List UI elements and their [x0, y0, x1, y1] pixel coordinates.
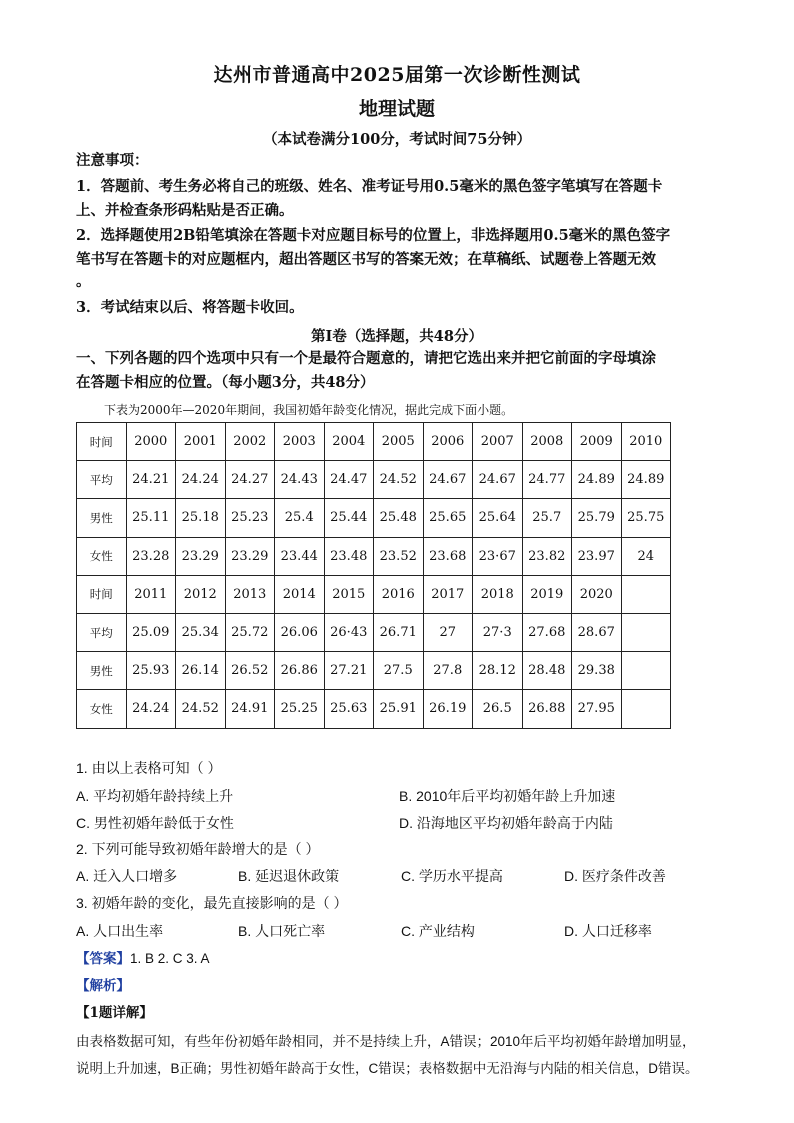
table-row — [77, 613, 671, 651]
subject-title: 地理试题 — [358, 98, 435, 120]
table-row — [77, 423, 671, 461]
table-cell: 2018 — [473, 575, 523, 613]
table-cell: 24.47 — [324, 461, 374, 499]
table-cell: 2003 — [275, 423, 325, 461]
table-cell: 24.52 — [176, 690, 226, 728]
marriage-age-table — [76, 422, 671, 729]
table-cell: 24.24 — [126, 690, 176, 728]
table-row — [77, 652, 671, 690]
table-cell: 28.67 — [572, 613, 622, 651]
table-cell — [621, 652, 671, 690]
table-cell: 24.43 — [275, 461, 325, 499]
row-label-cell: 男性 — [77, 499, 127, 537]
row-label-cell: 女性 — [77, 537, 127, 575]
note-line: 。 — [76, 273, 91, 290]
option-d: D. 沿海地区平均初婚年龄高于内陆 — [399, 815, 613, 831]
table-cell: 25.11 — [126, 499, 176, 537]
table-cell: 2012 — [176, 575, 226, 613]
table-cell: 24.52 — [374, 461, 424, 499]
option-d: D. 医疗条件改善 — [564, 868, 666, 884]
note-line: 1．答题前、考生务必将自己的班级、姓名、准考证号用0.5毫米的黑色签字笔填写在答题卡 — [76, 178, 663, 195]
answer-label: 【答案】 — [76, 951, 130, 967]
table-intro: 下表为2000年—2020年期间，我国初婚年龄变化情况，据此完成下面小题。 — [104, 403, 514, 417]
option-b: B. 延迟退休政策 — [238, 868, 340, 884]
table-cell: 27.5 — [374, 652, 424, 690]
table-cell: 26.5 — [473, 690, 523, 728]
detail-label: 【1题详解】 — [76, 1005, 153, 1021]
row-label-cell: 平均 — [77, 613, 127, 651]
table-cell: 2005 — [374, 423, 424, 461]
table-cell: 2000 — [126, 423, 176, 461]
table-cell: 27.68 — [522, 613, 572, 651]
table-cell: 24.27 — [225, 461, 275, 499]
table-cell: 24.24 — [176, 461, 226, 499]
table-cell: 23.44 — [275, 537, 325, 575]
table-cell: 26.88 — [522, 690, 572, 728]
table-cell: 24.91 — [225, 690, 275, 728]
section-instruction: 一、下列各题的四个选项中只有一个是最符合题意的，请把它选出来并把它前面的字母填涂 — [76, 350, 656, 367]
table-row — [77, 537, 671, 575]
option-b: B. 2010年后平均初婚年龄上升加速 — [399, 788, 616, 804]
table-cell: 23.82 — [522, 537, 572, 575]
table-row — [77, 690, 671, 728]
row-label-cell: 时间 — [77, 575, 127, 613]
table-cell — [621, 613, 671, 651]
answer-text: 1. B 2. C 3. A — [130, 951, 210, 966]
table-cell: 23.29 — [176, 537, 226, 575]
table-row — [77, 575, 671, 613]
table-cell: 2009 — [572, 423, 622, 461]
section-instruction: 在答题卡相应的位置。（每小题3分，共48分） — [76, 374, 375, 391]
table-cell: 25.25 — [275, 690, 325, 728]
detail-line: 由表格数据可知，有些年份初婚年龄相同，并不是持续上升，A错误；2010年后平均初婚年龄增加明显， — [76, 1034, 696, 1049]
option-c: C. 产业结构 — [401, 923, 475, 939]
table-cell: 25.79 — [572, 499, 622, 537]
table-cell: 28.12 — [473, 652, 523, 690]
table-row — [77, 461, 671, 499]
table-cell: 24.89 — [572, 461, 622, 499]
note-line: 上、并检查条形码粘贴是否正确。 — [76, 202, 294, 219]
table-cell: 26.71 — [374, 613, 424, 651]
table-cell: 23·67 — [473, 537, 523, 575]
table-cell: 2002 — [225, 423, 275, 461]
table-cell: 2008 — [522, 423, 572, 461]
question-stem: 3. 初婚年龄的变化，最先直接影响的是（ ） — [76, 895, 348, 911]
table-cell: 2013 — [225, 575, 275, 613]
table-cell: 26.19 — [423, 690, 473, 728]
table-cell: 2007 — [473, 423, 523, 461]
question-stem: 2. 下列可能导致初婚年龄增大的是（ ） — [76, 841, 320, 857]
table-cell: 2019 — [522, 575, 572, 613]
row-label-cell: 平均 — [77, 461, 127, 499]
table-cell: 26·43 — [324, 613, 374, 651]
table-cell: 24.67 — [473, 461, 523, 499]
table-cell: 25.64 — [473, 499, 523, 537]
row-label-cell: 男性 — [77, 652, 127, 690]
table-cell: 2015 — [324, 575, 374, 613]
row-label-cell: 女性 — [77, 690, 127, 728]
table-cell: 23.29 — [225, 537, 275, 575]
table-cell: 25.75 — [621, 499, 671, 537]
option-a: A. 人口出生率 — [76, 923, 164, 939]
table-row — [77, 499, 671, 537]
table-cell: 2016 — [374, 575, 424, 613]
table-cell: 2020 — [572, 575, 622, 613]
table-cell: 27 — [423, 613, 473, 651]
table-cell: 25.7 — [522, 499, 572, 537]
table-cell: 25.23 — [225, 499, 275, 537]
option-c: C. 男性初婚年龄低于女性 — [76, 815, 234, 831]
option-a: A. 迁入人口增多 — [76, 868, 178, 884]
table-cell: 2010 — [621, 423, 671, 461]
option-a: A. 平均初婚年龄持续上升 — [76, 788, 234, 804]
table-cell: 25.44 — [324, 499, 374, 537]
table-cell: 25.18 — [176, 499, 226, 537]
table-cell: 25.72 — [225, 613, 275, 651]
table-cell: 23.97 — [572, 537, 622, 575]
option-d: D. 人口迁移率 — [564, 923, 652, 939]
table-cell: 27.8 — [423, 652, 473, 690]
table-cell: 25.48 — [374, 499, 424, 537]
table-cell: 24 — [621, 537, 671, 575]
table-cell: 25.34 — [176, 613, 226, 651]
table-cell — [621, 690, 671, 728]
table-cell: 24.21 — [126, 461, 176, 499]
table-cell: 26.06 — [275, 613, 325, 651]
table-cell: 23.48 — [324, 537, 374, 575]
exam-subtitle: （本试卷满分100分，考试时间75分钟） — [263, 131, 531, 148]
table-cell: 2011 — [126, 575, 176, 613]
table-cell — [621, 575, 671, 613]
table-cell: 29.38 — [572, 652, 622, 690]
table-cell: 25.09 — [126, 613, 176, 651]
table-cell: 27·3 — [473, 613, 523, 651]
table-cell: 25.63 — [324, 690, 374, 728]
table-cell: 27.21 — [324, 652, 374, 690]
answer-line — [76, 947, 210, 967]
table-cell: 25.65 — [423, 499, 473, 537]
detail-line: 说明上升加速，B正确；男性初婚年龄高于女性，C错误；表格数据中无沿海与内陆的相关信息，D错误。 — [76, 1061, 699, 1076]
table-cell: 26.86 — [275, 652, 325, 690]
table-cell: 25.4 — [275, 499, 325, 537]
table-cell: 26.52 — [225, 652, 275, 690]
table-cell: 2014 — [275, 575, 325, 613]
section-title: 第Ⅰ卷（选择题，共48分） — [311, 328, 483, 345]
table-cell: 2017 — [423, 575, 473, 613]
table-cell: 23.68 — [423, 537, 473, 575]
table-cell: 23.28 — [126, 537, 176, 575]
table-cell: 24.77 — [522, 461, 572, 499]
table-cell: 26.14 — [176, 652, 226, 690]
table-cell: 2006 — [423, 423, 473, 461]
option-b: B. 人口死亡率 — [238, 923, 326, 939]
exam-title: 达州市普通高中2025届第一次诊断性测试 — [213, 64, 581, 86]
row-label-cell: 时间 — [77, 423, 127, 461]
table-cell: 24.67 — [423, 461, 473, 499]
table-cell: 25.93 — [126, 652, 176, 690]
table-cell: 25.91 — [374, 690, 424, 728]
note-line: 2．选择题使用2B铅笔填涂在答题卡对应题目标号的位置上，非选择题用0.5毫米的黑色签字 — [76, 227, 671, 244]
table-cell: 24.89 — [621, 461, 671, 499]
note-line: 笔书写在答题卡的对应题框内，超出答题区书写的答案无效；在草稿纸、试题卷上答题无效 — [76, 251, 656, 268]
question-stem: 1. 由以上表格可知（ ） — [76, 760, 222, 776]
note-line: 3．考试结束以后、将答题卡收回。 — [76, 299, 304, 316]
table-cell: 2004 — [324, 423, 374, 461]
analysis-label: 【解析】 — [76, 978, 130, 994]
table-cell: 28.48 — [522, 652, 572, 690]
table-cell: 2001 — [176, 423, 226, 461]
notes-heading: 注意事项： — [76, 152, 149, 169]
option-c: C. 学历水平提高 — [401, 868, 503, 884]
table-cell: 23.52 — [374, 537, 424, 575]
table-cell: 27.95 — [572, 690, 622, 728]
